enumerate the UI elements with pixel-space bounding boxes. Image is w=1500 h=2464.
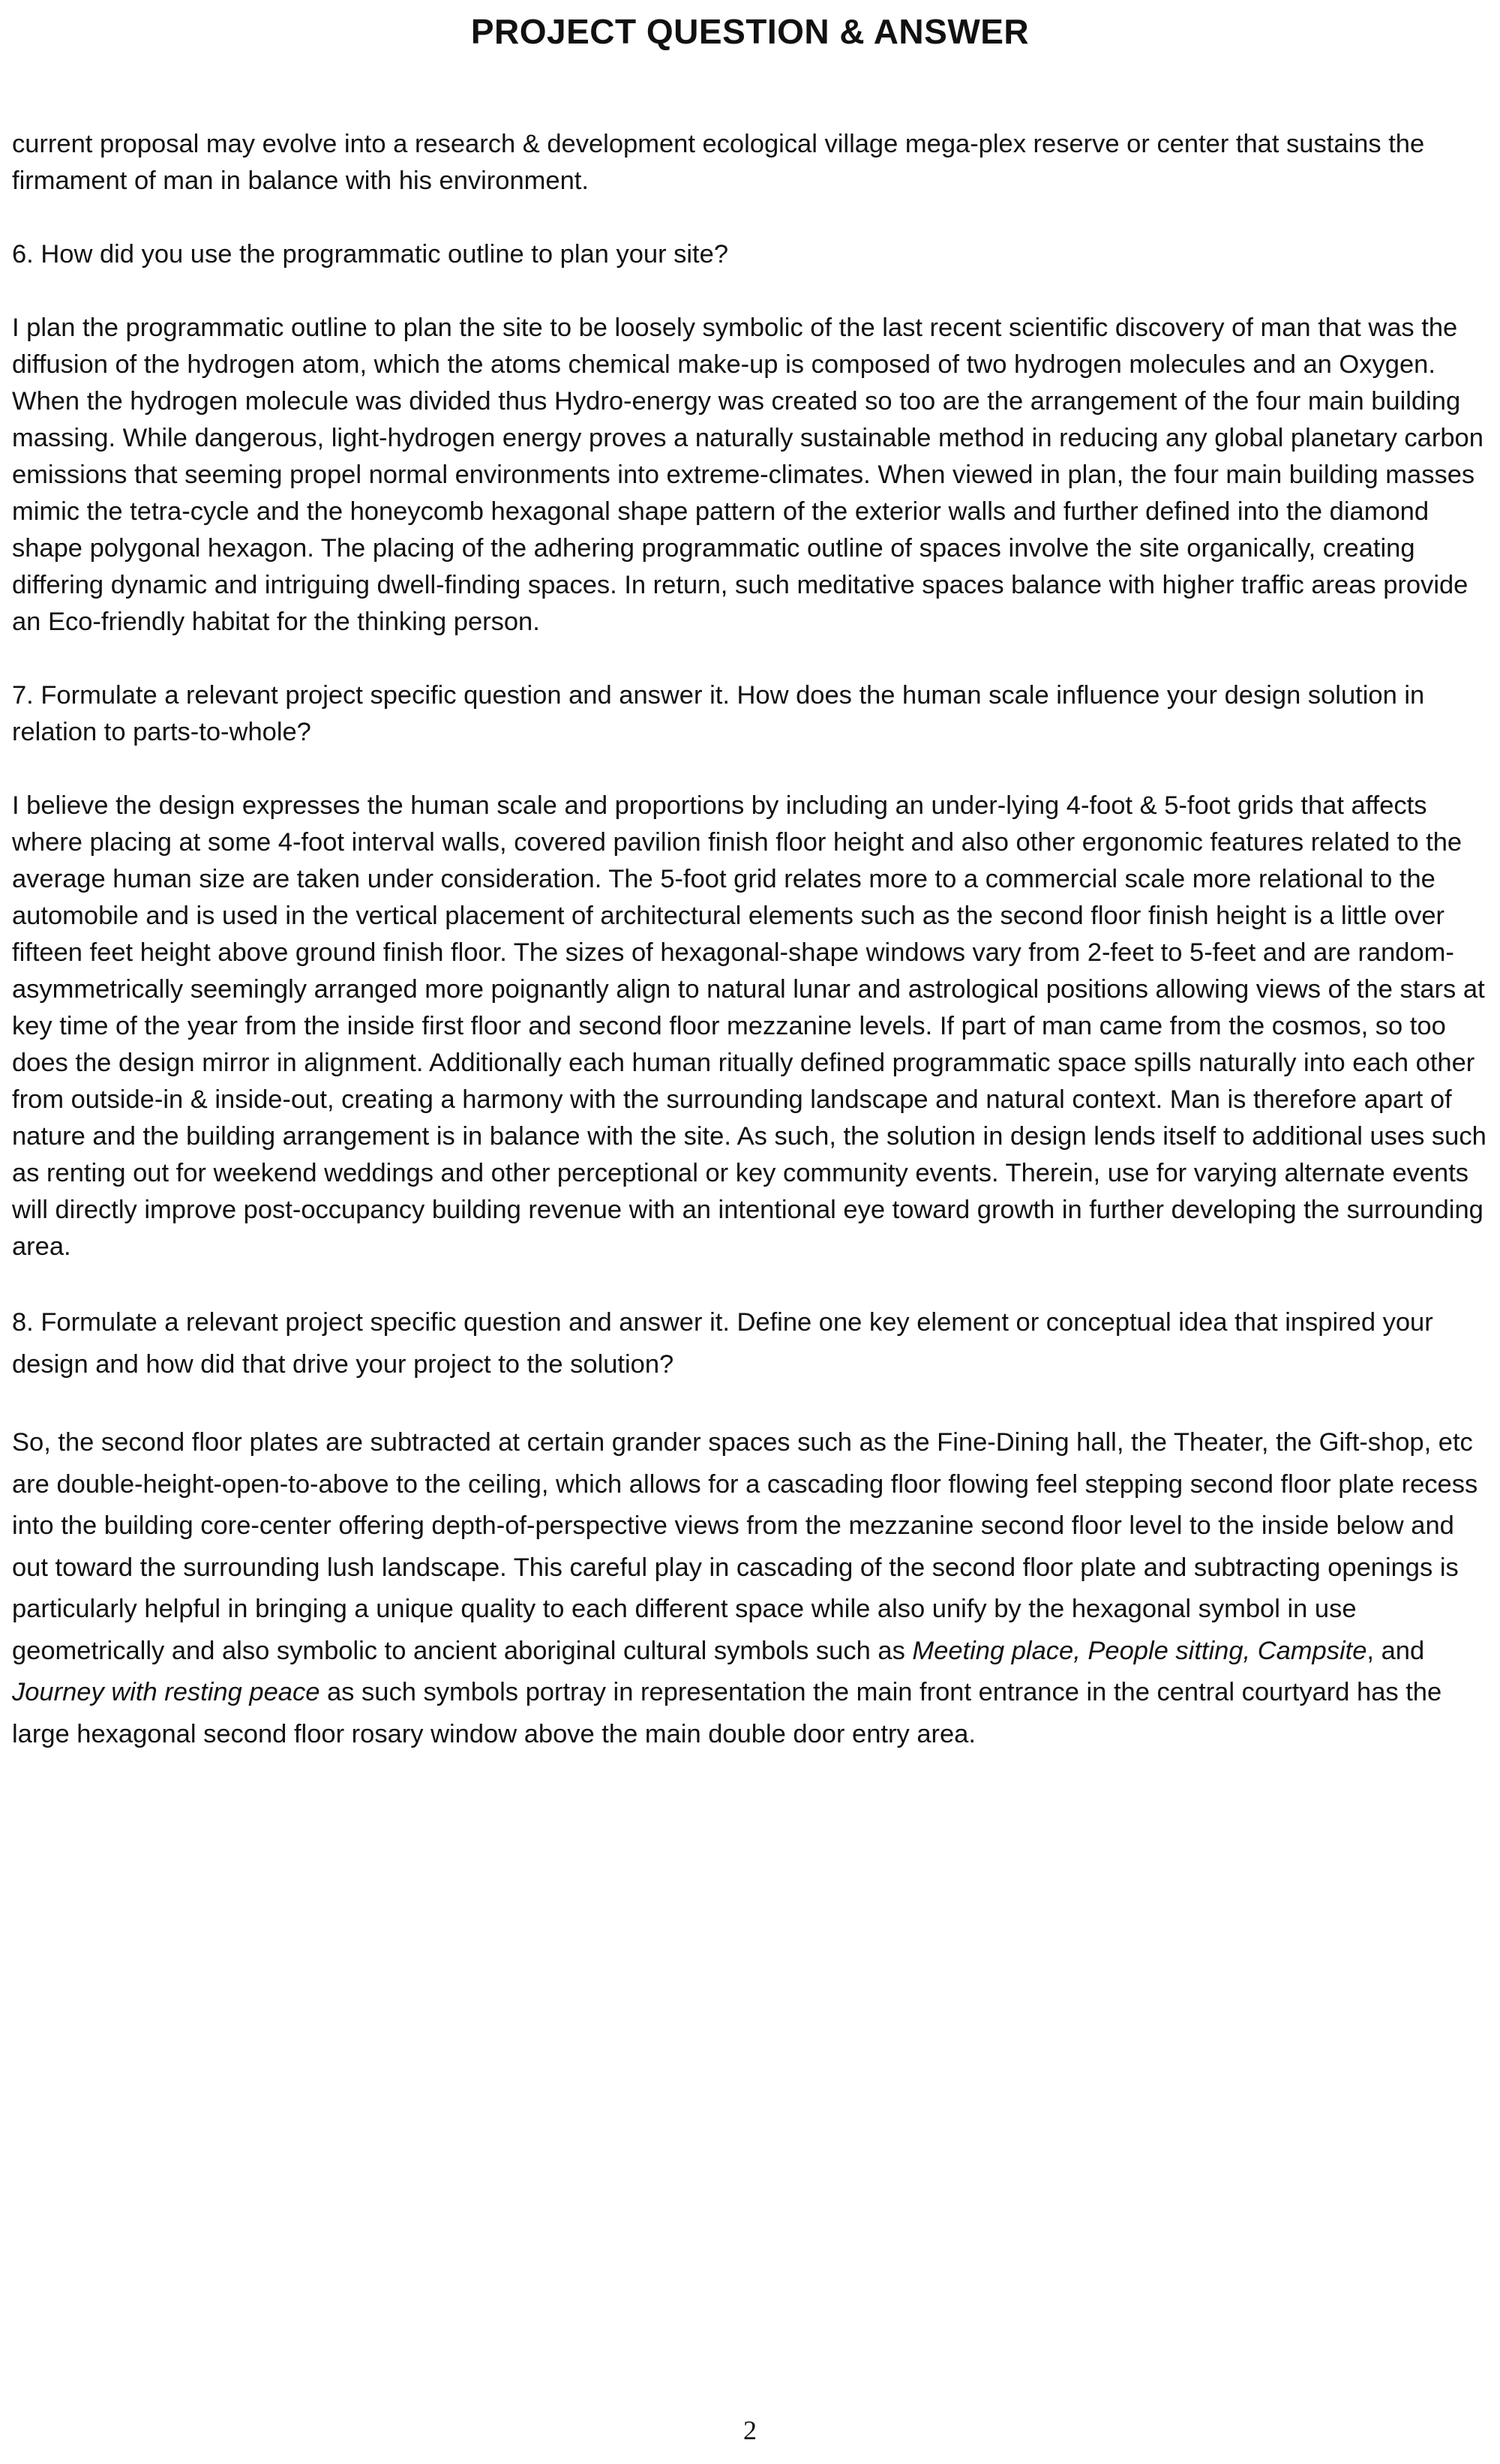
page-title: PROJECT QUESTION & ANSWER: [470, 12, 1030, 51]
answer-8-join: , and: [1366, 1636, 1425, 1665]
question-7: 7. Formulate a relevant project specific question and answer it. How does the human scale influence your design solution in relation to parts-to-whole?: [12, 681, 1425, 746]
aboriginal-symbols-2: Journey with resting peace: [12, 1678, 320, 1706]
continuation-paragraph: current proposal may evolve into a research & development ecological village mega-plex reserve or center that sustains the firmament of man in balance with his environment.: [12, 130, 1425, 195]
answer-8-intro: So, the second floor plates are subtracted at certain grander spaces such as the Fine-Dining hall, the Theater, the Gift-shop, etc are double-height-open-to-above to the ceiling, which allows for a cascading floor flowing feel stepping second floor plate recess into the building core-center offering depth-of-perspective views from the mezzanine second floor level to the inside below and out toward the surrounding lush landscape. This careful play in cascading of the second floor plate and subtracting openings is particularly helpful in bringing a unique quality to each different space while also unify by the hexagonal symbol in use geometrically and also symbolic to ancient aboriginal cultural symbols such as: [12, 1428, 1478, 1665]
answer-7: I believe the design expresses the human scale and proportions by including an under-lying 4-foot & 5-foot grids that affects where placing at some 4-foot interval walls, covered pavilion finish floor height and also other ergonomic features related to the average human size are taken under consideration. The 5-foot grid relates more to a commercial scale more relational to the automobile and is used in the vertical placement of architectural elements such as the second floor finish height is a little over fifteen feet height above ground finish floor. The sizes of hexagonal-shape windows vary from 2-feet to 5-feet and are random-asymmetrically seemingly arranged more poignantly align to natural lunar and astrological positions allowing views of the stars at key time of the year from the inside first floor and second floor mezzanine levels. If part of man came from the cosmos, so too does the design mirror in alignment. Additionally each human ritually defined programmatic space spills naturally into each other from outside-in & inside-out, creating a harmony with the surrounding landscape and natural context. Man is therefore apart of nature and the building arrangement is in balance with the site. As such, the solution in design lends itself to additional uses such as renting out for weekend weddings and other perceptional or key community events. Therein, use for varying alternate events will directly improve post-occupancy building revenue with an intentional eye toward growth in further developing the surrounding area.: [12, 791, 1486, 1261]
question-6: 6. How did you use the programmatic outline to plan your site?: [12, 240, 729, 269]
answer-6: I plan the programmatic outline to plan the site to be loosely symbolic of the last recent scientific discovery of man that was the diffusion of the hydrogen atom, which the atoms chemical make-up is composed of two hydrogen molecules and an Oxygen. When the hydrogen molecule was divided thus Hydro-energy was created so too are the arrangement of the four main building massing. While dangerous, light-hydrogen energy proves a naturally sustainable method in reducing any global planetary carbon emissions that seeming propel normal environments into extreme-climates. When viewed in plan, the four main building masses mimic the tetra-cycle and the honeycomb hexagonal shape pattern of the exterior walls and further defined into the diamond shape polygonal hexagon. The placing of the adhering programmatic outline of spaces involve the site organically, creating differing dynamic and intriguing dwell-finding spaces. In return, such meditative spaces balance with higher traffic areas provide an Eco-friendly habitat for the thinking person.: [12, 314, 1484, 636]
document-body: [12, 126, 1488, 1792]
question-8: 8. Formulate a relevant project specific question and answer it. Define one key element or conceptual idea that inspired your design and how did that drive your project to the solution?: [12, 1308, 1433, 1379]
answer-8: [12, 1422, 1488, 1755]
page-number: 2: [743, 2415, 757, 2445]
aboriginal-symbols-1: Meeting place, People sitting, Campsite: [912, 1636, 1367, 1665]
answer-8-outro: as such symbols portray in representation the main front entrance in the central courtyard has the large hexagonal second floor rosary window above the main double door entry area.: [12, 1678, 1442, 1748]
